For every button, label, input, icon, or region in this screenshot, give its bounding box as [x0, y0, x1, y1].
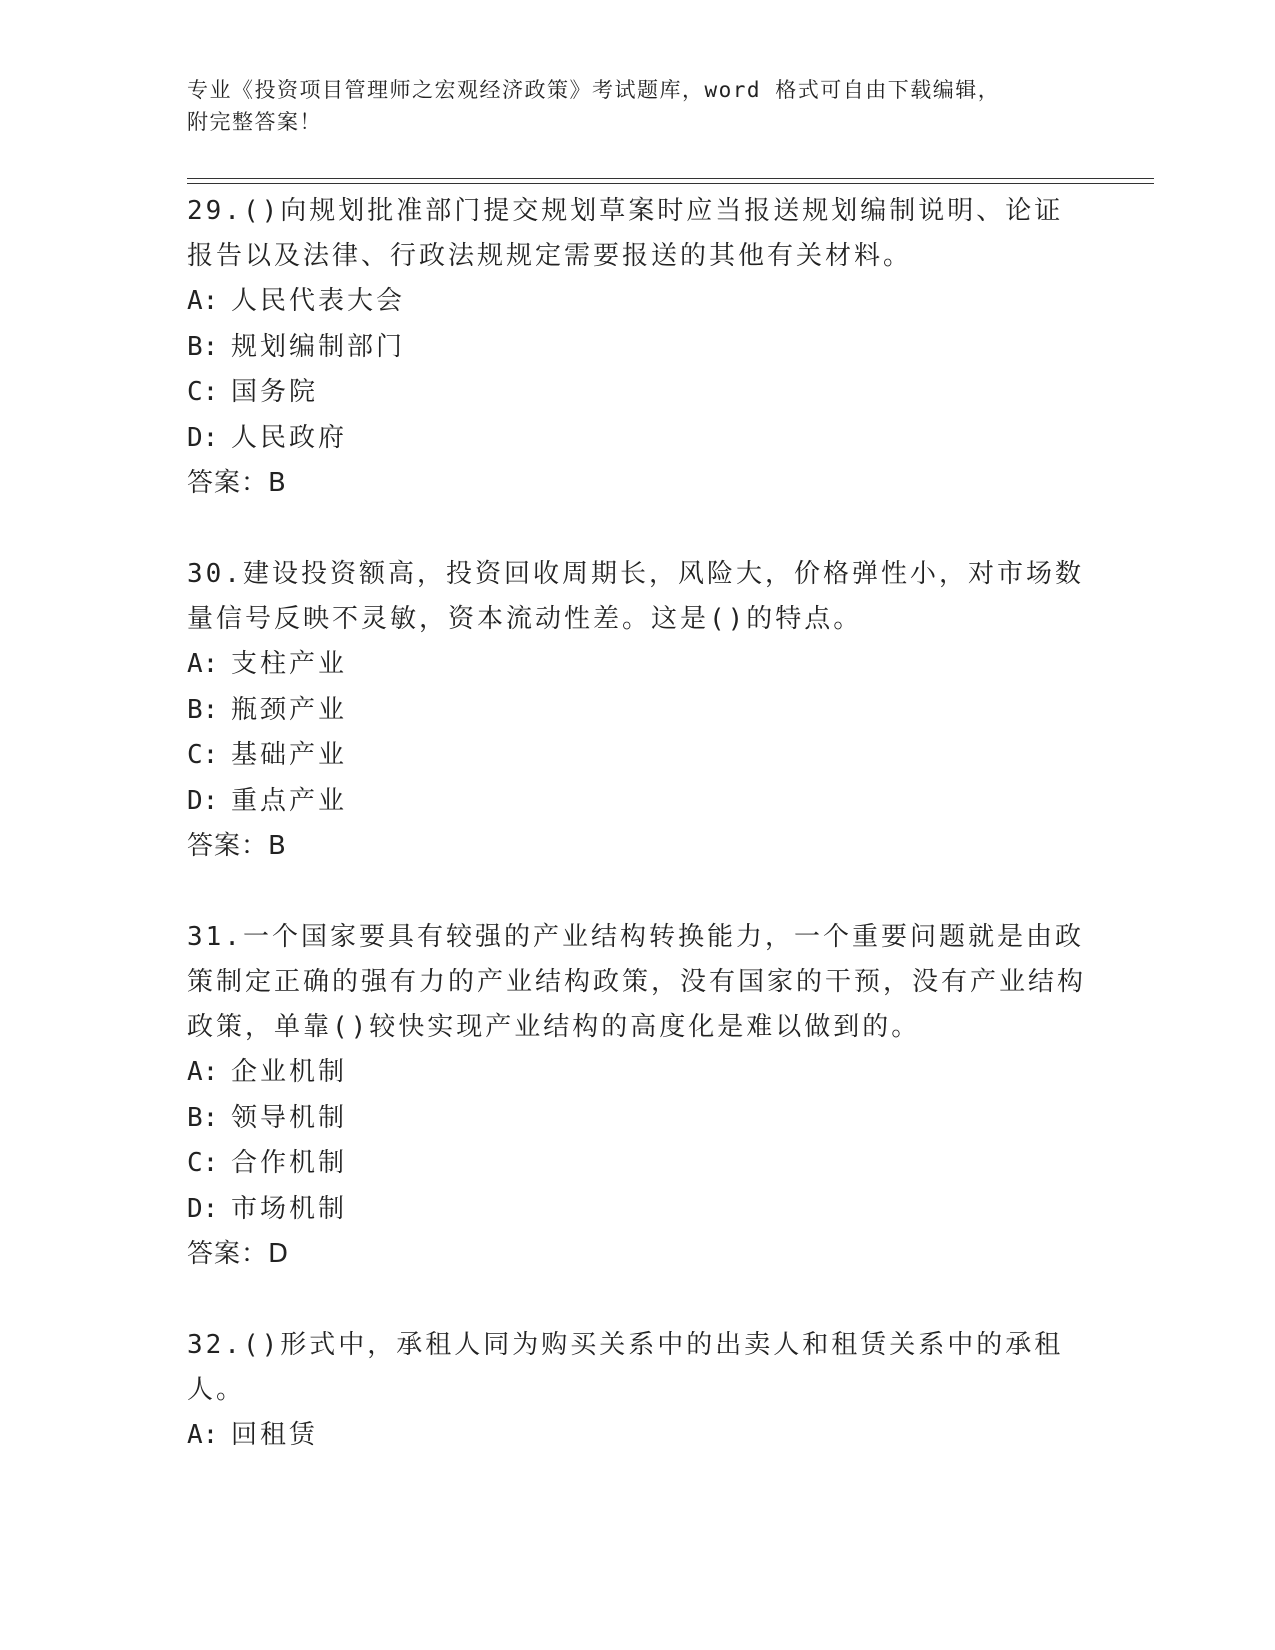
- answer: 答案：B: [187, 468, 287, 498]
- option-b: B: 规划编制部门: [187, 331, 406, 362]
- option-b: B: 领导机制: [187, 1102, 348, 1133]
- question-stem: 31.一个国家要具有较强的产业结构转换能力，一个重要问题就是由政策制定正确的强有力的产业结构政策，没有国家的干预，没有产业结构政策，单靠()较快实现产业结构的高度化是难以做到的。: [187, 922, 1087, 1042]
- option-c: C: 国务院: [187, 377, 319, 407]
- header-divider-bottom: [187, 183, 1154, 184]
- option-a: A: 企业机制: [187, 1057, 348, 1087]
- option-c: C: 基础产业: [187, 740, 348, 770]
- header-line-1: 专业《投资项目管理师之宏观经济政策》考试题库，word 格式可自由下载编辑，: [187, 78, 1001, 102]
- document-header: [187, 74, 1067, 138]
- question-stem: 29.()向规划批准部门提交规划草案时应当报送规划编制说明、论证报告以及法律、行政法规规定需要报送的其他有关材料。: [187, 196, 1064, 271]
- option-d: D: 市场机制: [187, 1193, 348, 1224]
- question-stem: 30.建设投资额高，投资回收周期长，风险大，价格弹性小，对市场数量信号反映不灵敏，资本流动性差。这是()的特点。: [187, 559, 1084, 634]
- option-a: A: 人民代表大会: [187, 286, 406, 316]
- option-c: C: 合作机制: [187, 1148, 348, 1178]
- question-31: [187, 915, 1087, 1277]
- option-a: A: 回租赁: [187, 1420, 319, 1450]
- header-line-2: 附完整答案！: [187, 110, 322, 134]
- option-a: A: 支柱产业: [187, 649, 348, 679]
- question-29: [187, 189, 1087, 506]
- option-d: D: 人民政府: [187, 422, 348, 453]
- header-divider-top: [187, 178, 1154, 179]
- question-stem: 32.()形式中，承租人同为购买关系中的出卖人和租赁关系中的承租人。: [187, 1330, 1064, 1405]
- question-32: [187, 1323, 1087, 1459]
- question-30: [187, 552, 1087, 869]
- option-b: B: 瓶颈产业: [187, 694, 348, 725]
- answer: 答案：B: [187, 831, 287, 861]
- answer: 答案：D: [187, 1239, 290, 1269]
- option-d: D: 重点产业: [187, 785, 348, 816]
